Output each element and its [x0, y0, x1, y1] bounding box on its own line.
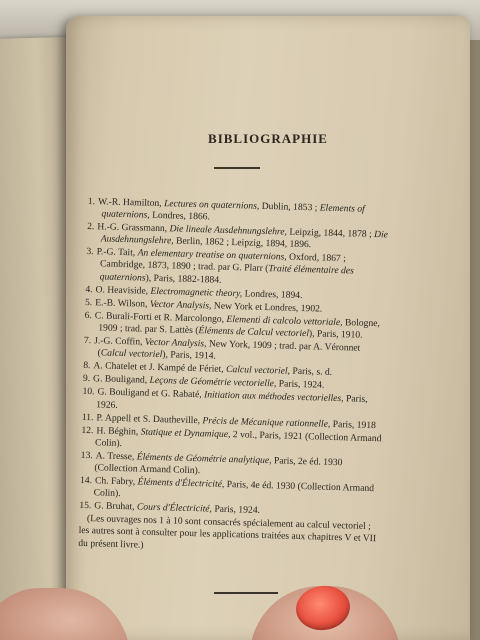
entry-title: Vector Analysis,	[144, 336, 207, 350]
entry-details: Paris, 4e éd. 1930 (Collection Armand Colin).	[93, 478, 375, 500]
entry-number: 11.	[81, 411, 94, 423]
bibliography-note: (Les ouvrages nos 1 à 10 sont consacrés spécialement au calcul vectoriel ; les autres sont à consulter pour les applications traitées aux chapitres V et VII du présent livre.)	[78, 513, 377, 551]
entry-details: Paris, s. d.	[289, 365, 333, 379]
entry-title-secondary: Die Ausdehnungslehre,	[100, 229, 389, 247]
entry-number: 1.	[87, 196, 96, 208]
entry-details-secondary: Londres, 1866.	[149, 209, 211, 223]
entry-details: Paris, 1924.	[211, 503, 261, 517]
entry-title: Elementi di calcolo vettoriale,	[226, 313, 343, 328]
entry-details: Paris, 1926.	[96, 393, 368, 411]
entry-title-secondary: Calcul vectoriel	[100, 347, 163, 361]
entry-number: 5.	[84, 296, 93, 308]
entry-details: Paris, 1924.	[276, 378, 325, 391]
page-title: BIBLIOGRAPHIE	[208, 131, 328, 146]
entry-number: 13.	[80, 449, 93, 462]
entry-author: J.-G. Coffin,	[94, 335, 146, 348]
entry-number: 10.	[82, 386, 95, 398]
title-rule	[214, 167, 260, 169]
entry-number: 8.	[83, 360, 91, 372]
entry-title: Cours d'Électricité,	[136, 501, 213, 515]
entry-details: Bologne, 1909 ; trad. par S. Lattès (	[98, 317, 381, 337]
entry-author: P.-G. Tait,	[96, 246, 138, 259]
entry-title: Éléments d'Électricité,	[137, 476, 225, 490]
entry-author: E.-B. Wilson,	[95, 296, 150, 310]
entry-author: G. Bruhat,	[94, 500, 138, 513]
entry-title: Calcul vectoriel,	[225, 364, 291, 377]
entry-author: G. Bouligand,	[92, 373, 150, 387]
entry-author: P. Appell et S. Dautheville,	[96, 411, 203, 426]
entry-number: 7.	[83, 334, 92, 347]
book-page	[66, 16, 470, 640]
entry-number: 12.	[81, 424, 94, 436]
entry-title: Vector Analysis,	[149, 298, 212, 312]
entry-author: Ch. Fabry,	[94, 475, 138, 488]
entry-title-secondary: Traité élémentaire des quaternions	[99, 263, 354, 284]
entry-details: Londres, 1894.	[242, 288, 303, 301]
entry-details-secondary: ), Paris, 1910.	[308, 328, 363, 341]
entry-title: Éléments de Géométrie analytique,	[136, 451, 272, 467]
entry-title: Die lineale Ausdehnungslehre,	[169, 223, 288, 238]
entry-details-secondary: ), Paris, 1914.	[162, 349, 217, 362]
entry-number: 15.	[79, 500, 92, 512]
entry-number: 14.	[79, 474, 93, 487]
entry-details: Paris, 2e éd. 1930 (Collection Armand Colin).	[94, 455, 343, 477]
entry-title-secondary: Elements of quaternions,	[101, 202, 365, 221]
end-rule	[214, 592, 278, 594]
entry-details: 2 vol., Paris, 1921 (Collection Armand Colin).	[94, 428, 382, 449]
entry-details: Dublin, 1853 ;	[259, 200, 320, 214]
entry-author: H.-G. Grassmann,	[97, 221, 170, 235]
entry-title: Electromagnetic theory,	[150, 285, 243, 299]
entry-details: Leipzig, 1844, 1878 ;	[286, 226, 375, 241]
entry-author: O. Heaviside,	[95, 283, 151, 297]
entry-author: H. Béghin,	[96, 425, 141, 438]
entry-title: Lectures on quaternions,	[163, 198, 260, 212]
entry-details: New York et Londres, 1902.	[211, 300, 323, 315]
entry-author: C. Burali-Forti et R. Marcolongo,	[94, 310, 227, 325]
entry-author: G. Bouligand et G. Rabaté,	[97, 386, 205, 401]
entry-details-secondary: ), Paris, 1882-1884.	[145, 272, 222, 286]
entry-details: Paris, 1918	[330, 418, 377, 431]
entry-title: Initiation aux méthodes vectorielles,	[203, 389, 344, 405]
entry-number: 2.	[86, 221, 95, 233]
entry-title: Statique et Dynamique,	[140, 426, 231, 440]
entry-author: A. Tresse,	[95, 450, 137, 463]
entry-details: New York, 1909 ; trad. par A. Véronnet (	[97, 338, 361, 359]
entry-author: W.-R. Hamilton,	[97, 196, 165, 210]
entry-details: Oxford, 1867 ; Cambridge, 1873, 1890 ; trad. par G. Plarr (	[99, 251, 346, 275]
entry-title: Leçons de Géométrie vectorielle,	[149, 375, 277, 390]
entry-author: A. Chatelet et J. Kampé de Fériet,	[93, 360, 227, 376]
entry-title: Précis de Mécanique rationnelle,	[202, 414, 331, 430]
entry-number: 9.	[82, 373, 91, 385]
entry-number: 6.	[84, 309, 93, 321]
entry-title-secondary: Éléments de Calcul vectoriel	[198, 325, 310, 340]
entry-title: An elementary treatise on quaternions,	[137, 247, 287, 263]
bibliography-list	[78, 196, 392, 558]
entry-number: 4.	[85, 283, 93, 295]
entry-number: 3.	[86, 246, 94, 258]
entry-details-secondary: Berlin, 1862 ; Leipzig, 1894, 1896.	[173, 235, 312, 251]
